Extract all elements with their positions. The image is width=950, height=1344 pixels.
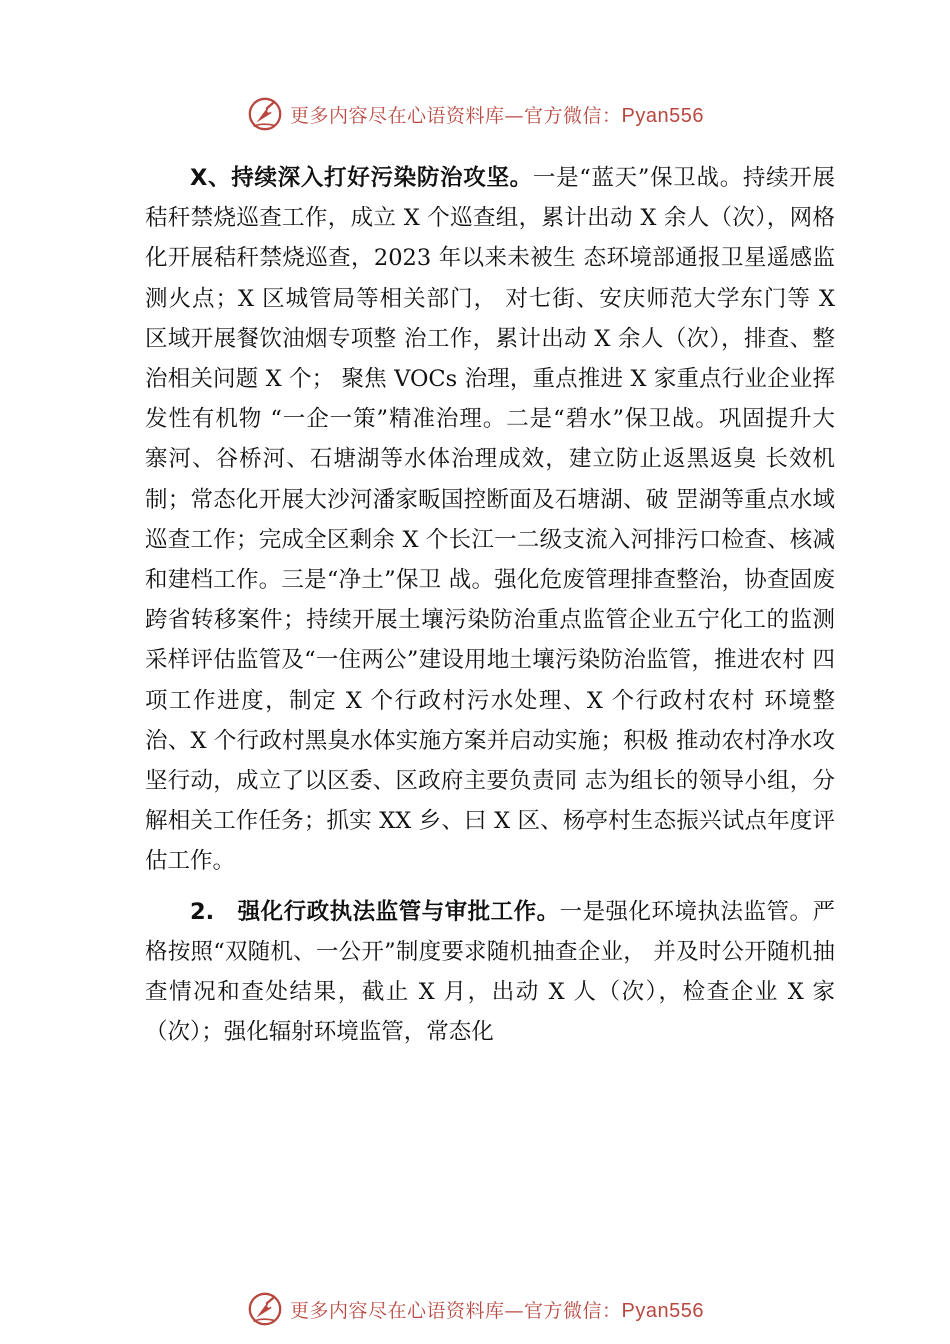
paragraph-pollution-prevention bbox=[145, 158, 835, 882]
paragraph-law-enforcement bbox=[145, 892, 835, 1053]
watermark-id: Pyan556 bbox=[621, 1299, 704, 1322]
watermark-text: 更多内容尽在心语资料库—官方微信：Pyan556 bbox=[290, 104, 704, 127]
pen-nib-seal-icon bbox=[246, 95, 284, 133]
paragraph-text: 一是强化环境执法监管。严格按照“双随机、一公开”制度要求随机抽查企业， 并及时公开随机抽查情况和查处结果，截止 X 月，出动 X 人（次），检查企业 X 家（次）；强化辐射环境监管，常态化 bbox=[145, 898, 835, 1046]
paragraph-text: 一是“蓝天”保卫战。持续开展秸秆禁烧巡查工作，成立 X 个巡查组，累计出动 X 余人（次），网格化开展秸秆禁烧巡查，2023 年以来未被生 态环境部通报卫星遥感监测火点；X 区城管局等相关部门， 对七街、安庆师范大学东门等 X 区域开展餐饮油烟专项整 治工作，累计出动 X 余人（次），排查、整治相关问题 X 个； 聚焦 VOCs 治理，重点推进 X 家重点行业企业挥发性有机物 “一企一策”精准治理。二是“碧水”保卫战。巩固提升大 寨河、谷桥河、石塘湖等水体治理成效，建立防止返黑返臭 长效机制；常态化开展大沙河潘家畈国控断面及石塘湖、破 罡湖等重点水域巡查工作；完成全区剩余 X 个长江一二级支流入河排污口检查、核减和建档工作。三是“净土”保卫 战。强化危废管理排查整治，协查固废跨省转移案件；持续开展土壤污染防治重点监管企业五宁化工的监测采样评估监管及“一住两公”建设用地土壤污染防治监管，推进农村 四项工作进度，制定 X 个行政村污水处理、X 个行政村农村 环境整治、X 个行政村黑臭水体实施方案并启动实施；积极 推动农村净水攻坚行动，成立了以区委、区政府主要负责同 志为组长的领导小组，分解相关工作任务；抓实 XX 乡、曰 X 区、杨亭村生态振兴试点年度评估工作。 bbox=[145, 165, 835, 875]
watermark-header bbox=[0, 94, 950, 134]
paragraph-heading: 2. 强化行政执法监管与审批工作。 bbox=[190, 898, 560, 925]
watermark-text: 更多内容尽在心语资料库—官方微信：Pyan556 bbox=[290, 1299, 704, 1322]
pen-nib-seal-icon bbox=[246, 1290, 284, 1328]
document-body bbox=[145, 158, 835, 1052]
watermark-footer bbox=[0, 1289, 950, 1329]
watermark-id: Pyan556 bbox=[621, 104, 704, 127]
paragraph-heading: X、持续深入打好污染防治攻坚。 bbox=[190, 165, 533, 191]
